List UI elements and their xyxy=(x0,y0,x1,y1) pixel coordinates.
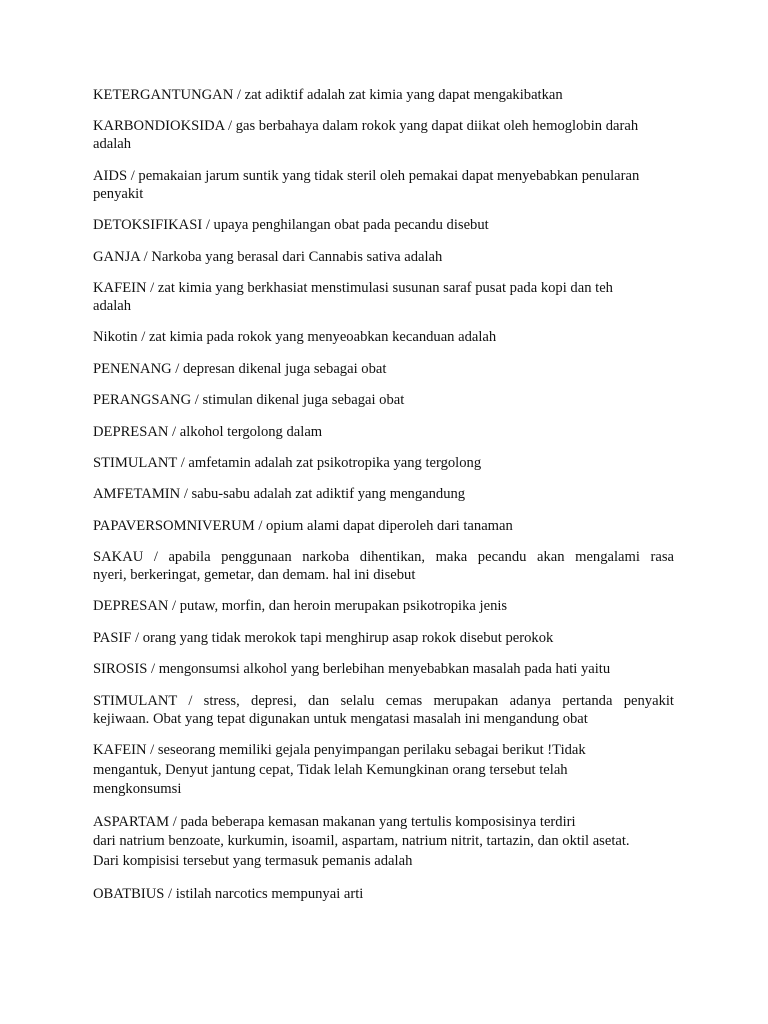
qa-item-stimulant-1 xyxy=(93,454,674,472)
item-line: PAPAVERSOMNIVERUM / opium alami dapat diperoleh dari tanaman xyxy=(93,517,513,534)
qa-item-pasif xyxy=(93,629,674,647)
qa-item-depresan-2 xyxy=(93,597,674,615)
qa-item-aids xyxy=(93,167,674,203)
qa-item-obatbius xyxy=(93,885,674,903)
qa-item-sirosis xyxy=(93,660,674,678)
qa-item-kafein-2 xyxy=(93,741,674,800)
qa-item-ketergantungan xyxy=(93,86,674,104)
item-line: DETOKSIFIKASI / upaya penghilangan obat pada pecandu disebut xyxy=(93,217,489,234)
qa-item-papaversomniverum xyxy=(93,517,674,535)
item-line: KARBONDIOKSIDA / gas berbahaya dalam rokok yang dapat diikat oleh hemoglobin darah xyxy=(93,118,639,135)
item-line: Nikotin / zat kimia pada rokok yang menyeoabkan kecanduan adalah xyxy=(93,329,497,346)
item-line: Dari kompisisi tersebut yang termasuk pemanis adalah xyxy=(93,852,413,869)
item-line: KAFEIN / seseorang memiliki gejala penyimpangan perilaku sebagai berikut !Tidak xyxy=(93,742,586,759)
item-line: PASIF / orang yang tidak merokok tapi menghirup asap rokok disebut perokok xyxy=(93,629,554,646)
item-line: PENENANG / depresan dikenal juga sebagai obat xyxy=(93,360,387,377)
item-line: OBATBIUS / istilah narcotics mempunyai arti xyxy=(93,885,364,902)
qa-item-sakau xyxy=(93,548,674,584)
item-line: STIMULANT / stress, depresi, dan selalu cemas merupakan adanya pertanda penyakit xyxy=(93,692,674,709)
item-line: nyeri, berkeringat, gemetar, dan demam. hal ini disebut xyxy=(93,567,416,584)
item-line: AMFETAMIN / sabu-sabu adalah zat adiktif yang mengandung xyxy=(93,486,466,503)
item-line: adalah xyxy=(93,136,132,153)
item-line: AIDS / pemakaian jarum suntik yang tidak steril oleh pemakai dapat menyebabkan penularan xyxy=(93,167,640,184)
item-line: adalah xyxy=(93,297,132,314)
item-line: kejiwaan. Obat yang tepat digunakan untuk mengatasi masalah ini mengandung obat xyxy=(93,710,588,727)
qa-item-karbondioksida xyxy=(93,117,674,153)
item-line: GANJA / Narkoba yang berasal dari Cannabis sativa adalah xyxy=(93,248,443,265)
qa-item-nikotin xyxy=(93,328,674,346)
item-line: DEPRESAN / alkohol tergolong dalam xyxy=(93,423,323,440)
document-page xyxy=(93,86,674,916)
item-line: penyakit xyxy=(93,185,144,202)
qa-item-penenang xyxy=(93,360,674,378)
item-line: KAFEIN / zat kimia yang berkhasiat menstimulasi susunan saraf pusat pada kopi dan teh xyxy=(93,279,613,296)
item-line: SIROSIS / mengonsumsi alkohol yang berlebihan menyebabkan masalah pada hati yaitu xyxy=(93,661,611,678)
item-line: DEPRESAN / putaw, morfin, dan heroin merupakan psikotropika jenis xyxy=(93,598,508,615)
qa-item-aspartam xyxy=(93,813,674,872)
item-line: dari natrium benzoate, kurkumin, isoamil, aspartam, natrium nitrit, tartazin, dan oktil asetat. xyxy=(93,833,630,850)
qa-item-ganja xyxy=(93,248,674,266)
qa-item-kafein-1 xyxy=(93,279,674,315)
qa-item-stimulant-2 xyxy=(93,692,674,728)
item-line: mengantuk, Denyut jantung cepat, Tidak lelah Kemungkinan orang tersebut telah xyxy=(93,761,568,778)
item-line: KETERGANTUNGAN / zat adiktif adalah zat kimia yang dapat mengakibatkan xyxy=(93,87,563,103)
item-line: mengkonsumsi xyxy=(93,781,182,798)
item-line: SAKAU / apabila penggunaan narkoba dihentikan, maka pecandu akan mengalami rasa xyxy=(93,549,674,566)
qa-item-amfetamin xyxy=(93,485,674,503)
qa-item-depresan-1 xyxy=(93,423,674,441)
qa-item-perangsang xyxy=(93,391,674,409)
qa-item-detoksifikasi xyxy=(93,216,674,234)
item-line: PERANGSANG / stimulan dikenal juga sebagai obat xyxy=(93,392,405,409)
item-line: ASPARTAM / pada beberapa kemasan makanan yang tertulis komposisinya terdiri xyxy=(93,813,576,830)
item-line: STIMULANT / amfetamin adalah zat psikotropika yang tergolong xyxy=(93,454,482,471)
